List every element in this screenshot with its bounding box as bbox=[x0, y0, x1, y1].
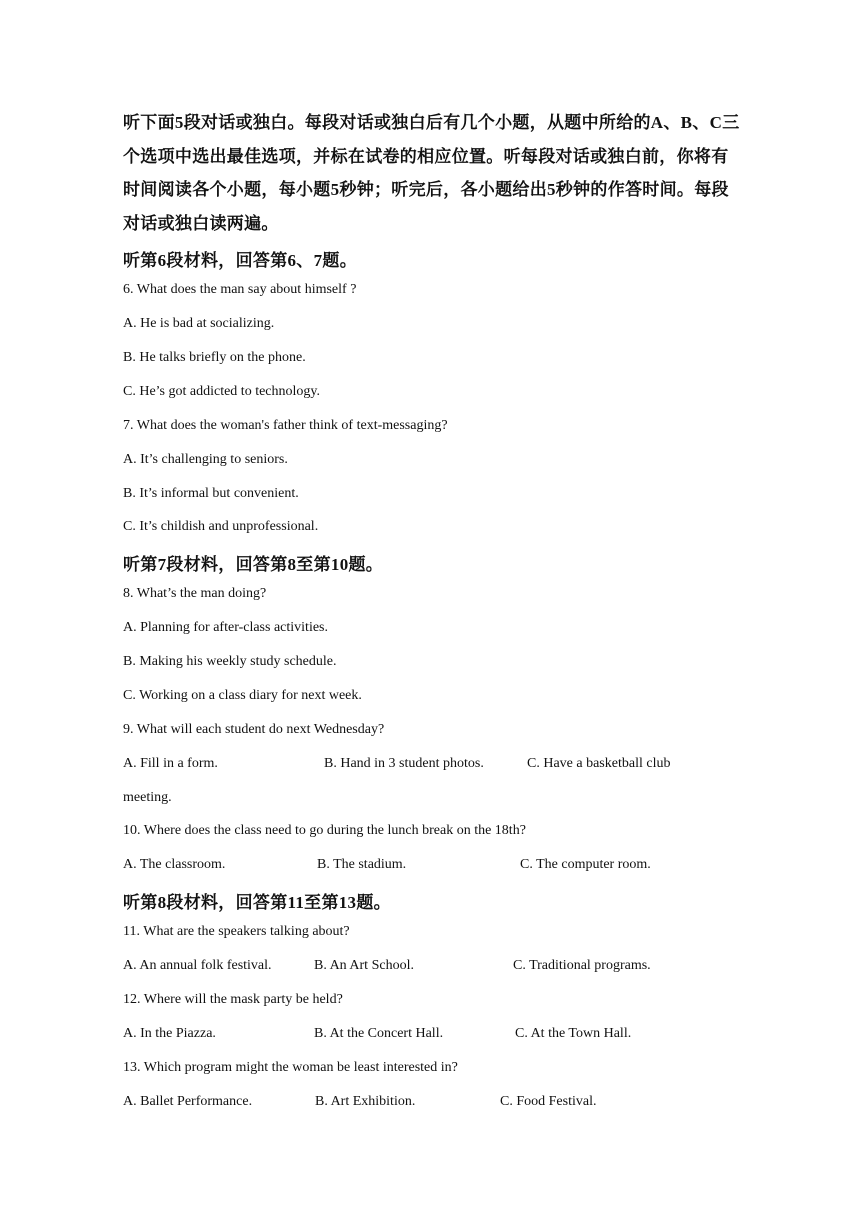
option-c: C. At the Town Hall. bbox=[515, 1026, 632, 1041]
question-stem: 10. Where does the class need to go during the lunch break on the 18th? bbox=[123, 823, 526, 838]
option-b: B. Hand in 3 student photos. bbox=[324, 756, 484, 771]
option-b: B. It’s informal but convenient. bbox=[123, 486, 299, 501]
question-stem: 6. What does the man say about himself ? bbox=[123, 282, 357, 297]
instructions-paragraph: 听下面5段对话或独白。每段对话或独白后有几个小题，从题中所给的A、B、C三个选项中选出最佳选项，并标在试卷的相应位置。听每段对话或独白前，你将有时间阅读各个小题，每小题5秒钟；听完后，各小题给出5秒钟的作答时间。每段对话或独白读两遍。 bbox=[123, 113, 740, 233]
option-c: C. Working on a class diary for next week. bbox=[123, 688, 362, 703]
option-b: B. At the Concert Hall. bbox=[314, 1026, 444, 1041]
option-a: A. In the Piazza. bbox=[123, 1026, 216, 1041]
question-stem: 12. Where will the mask party be held? bbox=[123, 992, 343, 1007]
section-heading: 听第6段材料，回答第6、7题。 bbox=[123, 251, 357, 270]
option-b: B. An Art School. bbox=[314, 958, 414, 973]
option-a: A. An annual folk festival. bbox=[123, 958, 272, 973]
section-heading: 听第8段材料，回答第11至第13题。 bbox=[123, 893, 391, 912]
option-c: C. Traditional programs. bbox=[513, 958, 651, 973]
option-c: C. Have a basketball club bbox=[527, 756, 671, 771]
option-a: A. Ballet Performance. bbox=[123, 1094, 253, 1109]
question-stem: 8. What’s the man doing? bbox=[123, 586, 267, 601]
section-heading: 听第7段材料，回答第8至第10题。 bbox=[123, 555, 384, 574]
option-a: A. He is bad at socializing. bbox=[123, 316, 275, 331]
question-stem: 13. Which program might the woman be least interested in? bbox=[123, 1060, 458, 1075]
option-b: B. Art Exhibition. bbox=[315, 1094, 416, 1109]
question-stem: 9. What will each student do next Wednesday? bbox=[123, 722, 385, 737]
option-b: B. He talks briefly on the phone. bbox=[123, 350, 306, 365]
option-c: C. The computer room. bbox=[520, 857, 651, 872]
option-a: A. The classroom. bbox=[123, 857, 226, 872]
option-a: A. Fill in a form. bbox=[123, 756, 218, 771]
option-b: B. Making his weekly study schedule. bbox=[123, 654, 337, 669]
option-c: C. He’s got addicted to technology. bbox=[123, 384, 320, 399]
option-a: A. It’s challenging to seniors. bbox=[123, 452, 288, 467]
question-stem: 11. What are the speakers talking about? bbox=[123, 924, 350, 939]
question-stem: 7. What does the woman's father think of text-messaging? bbox=[123, 418, 448, 433]
option-c: C. Food Festival. bbox=[500, 1094, 597, 1109]
option-a: A. Planning for after-class activities. bbox=[123, 620, 328, 635]
option-c-continuation: meeting. bbox=[123, 790, 172, 805]
option-b: B. The stadium. bbox=[317, 857, 407, 872]
option-c: C. It’s childish and unprofessional. bbox=[123, 519, 319, 534]
